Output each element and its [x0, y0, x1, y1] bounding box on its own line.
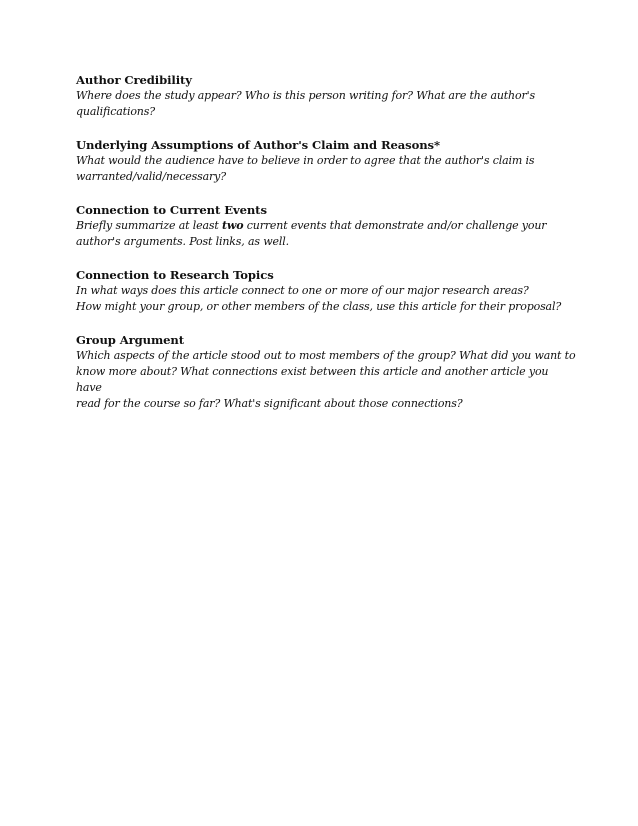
- section-text-line: In what ways does this article connect to one or more of our major research areas?: [76, 284, 529, 297]
- section-heading: Group Argument: [76, 333, 184, 347]
- section-heading: Underlying Assumptions of Author's Claim and Reasons*: [76, 138, 440, 152]
- section-text-line: How might your group, or other members of the class, use this article for their proposal?: [76, 300, 562, 313]
- emphasized-word: two: [221, 219, 244, 232]
- section-text-line: qualifications?: [76, 105, 155, 118]
- section-text-line: [76, 218, 576, 234]
- section-author-credibility: [76, 72, 576, 120]
- section-research-topics: [76, 267, 576, 315]
- text-run: Briefly summarize at least: [76, 219, 222, 232]
- section-current-events: [76, 202, 576, 250]
- section-heading: Author Credibility: [76, 73, 192, 87]
- section-text-line: Where does the study appear? Who is this person writing for? What are the author's: [76, 89, 535, 102]
- section-heading: Connection to Current Events: [76, 203, 267, 217]
- document-page: [76, 72, 576, 429]
- section-text-line: What would the audience have to believe in order to agree that the author's claim is: [76, 154, 535, 167]
- section-text-line: Which aspects of the article stood out to most members of the group? What did you want to: [76, 349, 576, 362]
- section-heading: Connection to Research Topics: [76, 268, 274, 282]
- section-text-line: know more about? What connections exist between this article and another article you have: [76, 365, 549, 394]
- section-underlying-assumptions: [76, 137, 576, 185]
- section-group-argument: [76, 332, 576, 412]
- text-run: current events that demonstrate and/or challenge your: [243, 219, 547, 232]
- section-text-line: read for the course so far? What's significant about those connections?: [76, 397, 463, 410]
- section-text-line: warranted/valid/necessary?: [76, 170, 226, 183]
- section-text-line: author's arguments. Post links, as well.: [76, 235, 289, 248]
